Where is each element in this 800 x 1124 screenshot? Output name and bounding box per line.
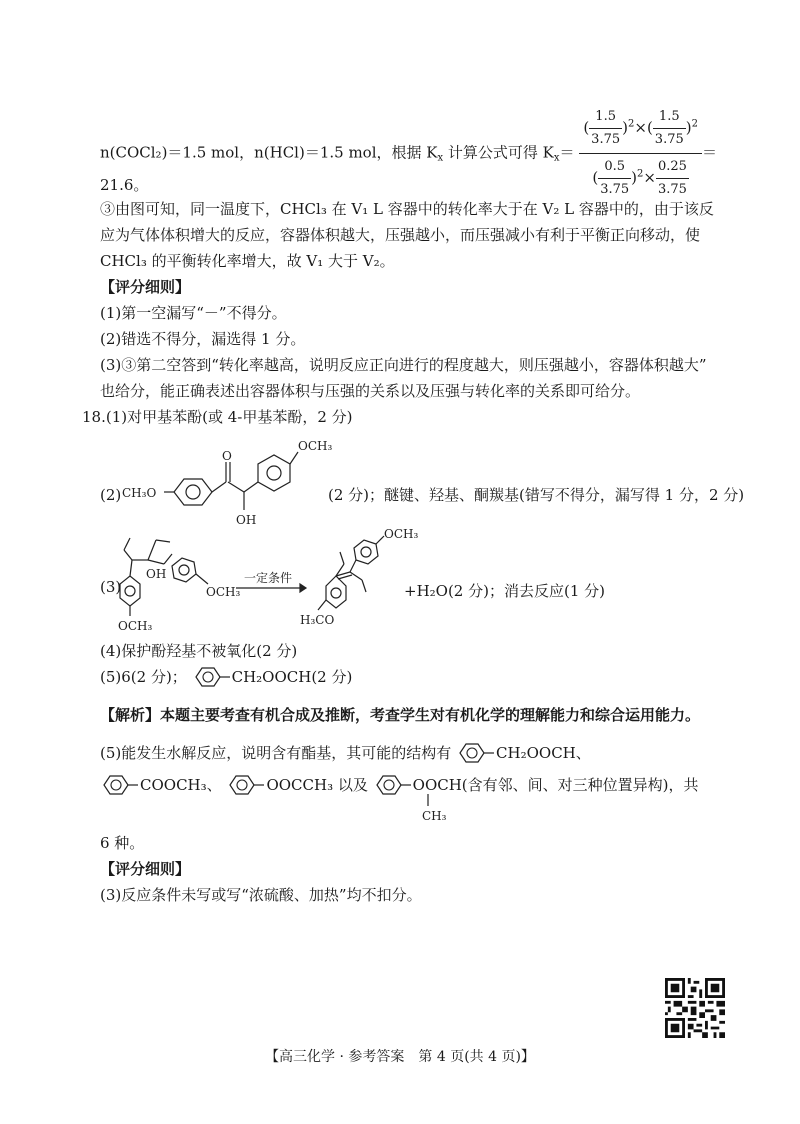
para3-line1: ③由图可知，同一温度下，CHCl₃ 在 V₁ L 容器中的转化率大于在 V₂ L 容器中的，由于该反 (100, 200, 714, 218)
q18-part2-text: (2 分)；醚键、羟基、酮羰基(错写不得分，漏写得 1 分，2 分) (328, 486, 745, 504)
q18-part3-oh: OH (146, 567, 167, 581)
para3-line2: 应为气体体积增大的反应，容器体积越大，压强越小，而压强减小有利于平衡正向移动，使 (100, 226, 701, 244)
grading1-item1: (1)第一空漏写“－”不得分。 (100, 304, 287, 322)
q18-part3-text: +H₂O(2 分)；消去反应(1 分) (404, 582, 605, 600)
analysis-end: 6 种。 (100, 834, 145, 852)
kx-fraction: ( $\frac{1.5}{3.75}$ )$^2$×( $\frac{1.5}{3.75}$ )$^2$ ( $\frac{0.5}{3.75}$ )$^2$× $\frac{0.25}{3.75}$ (579, 104, 702, 203)
q18-part3-reactant (118, 532, 248, 632)
benzene-ring-icon (226, 775, 266, 795)
benzene-ring-icon (456, 743, 496, 763)
equilibrium-prefix: n(COCl₂)＝1.5 mol，n(HCl)＝1.5 mol，根据 K (100, 143, 438, 162)
q18-part3-prod-top: OCH₃ (384, 527, 419, 541)
benzene-ring-icon (100, 775, 140, 795)
equilibrium-mid: 计算公式可得 K (443, 143, 554, 162)
q18-part1: 18.(1)对甲基苯酚(或 4-甲基苯酚，2 分) (82, 408, 353, 426)
q18-part2-ketone-o: O (222, 449, 232, 463)
qr-code-icon (665, 978, 725, 1038)
grading2-title: 【评分细则】 (100, 860, 191, 878)
analysis-line1: (5)能发生水解反应，说明含有酯基，其可能的结构有 CH₂OOCH、 (100, 744, 591, 762)
methyl-substituent (420, 794, 460, 824)
q18-part4: (4)保护酚羟基不被氧化(2 分) (100, 642, 298, 660)
q18-part3-och3-right: OCH₃ (206, 585, 241, 599)
q18-part3-prod-bottom: H₃CO (300, 613, 335, 627)
grading1-title: 【评分细则】 (100, 278, 191, 296)
q18-part3-prefix: (3) (100, 578, 122, 596)
grading2-item1: (3)反应条件未写或写“浓硫酸、加热”均不扣分。 (100, 886, 422, 904)
grading1-item3a: (3)③第二空答到“转化率越高，说明反应正向进行的程度越大，则压强越小，容器体积越大” (100, 356, 707, 374)
benzene-ring-icon (192, 667, 232, 687)
equilibrium-line: n(COCl₂)＝1.5 mol，n(HCl)＝1.5 mol，根据 $K_x$ 计算公式可得 $K_x=$ ( $\frac{1.5}{3.75}$ )$^2$×( $\frac{1.5}{3.75}$ )$^2$ ( $\frac{0.5}{3.75}$ )$^2$× $\frac{0.25}{3.75}$ ＝ (100, 104, 717, 203)
benzene-ring-icon (373, 775, 413, 795)
q18-part3-och3-bottom: OCH₃ (118, 619, 153, 633)
analysis-line2: COOCH₃、 OOCCH₃ 以及 OOCH(含有邻、间、对三种位置异构)，共 (100, 774, 699, 796)
q18-part2-ch3o: CH₃O (122, 486, 157, 500)
q18-part2-oh: OH (236, 513, 257, 527)
equilibrium-result: 21.6。 (100, 176, 149, 194)
svg-text:CH₃: CH₃ (422, 809, 447, 823)
para3-line3: CHCl₃ 的平衡转化率增大，故 V₁ 大于 V₂。 (100, 252, 395, 270)
analysis-title: 【解析】本题主要考查有机合成及推断，考查学生对有机化学的理解能力和综合运用能力。 (100, 706, 701, 724)
grading1-item2: (2)错选不得分，漏选得 1 分。 (100, 330, 306, 348)
q18-part2-structure (122, 422, 332, 532)
q18-part3-arrow (236, 572, 306, 598)
q18-part2-prefix: (2) (100, 486, 122, 504)
page-footer: 【高三化学 · 参考答案 第 4 页(共 4 页)】 (265, 1049, 535, 1065)
q18-part3-condition: 一定条件 (244, 571, 293, 585)
q18-part5: (5)6(2 分)； CH₂OOCH(2 分) (100, 668, 353, 686)
q18-part2-top-och3: OCH₃ (298, 439, 333, 453)
grading1-item3b: 也给分，能正确表述出容器体积与压强的关系以及压强与转化率的关系即可给分。 (100, 382, 641, 400)
